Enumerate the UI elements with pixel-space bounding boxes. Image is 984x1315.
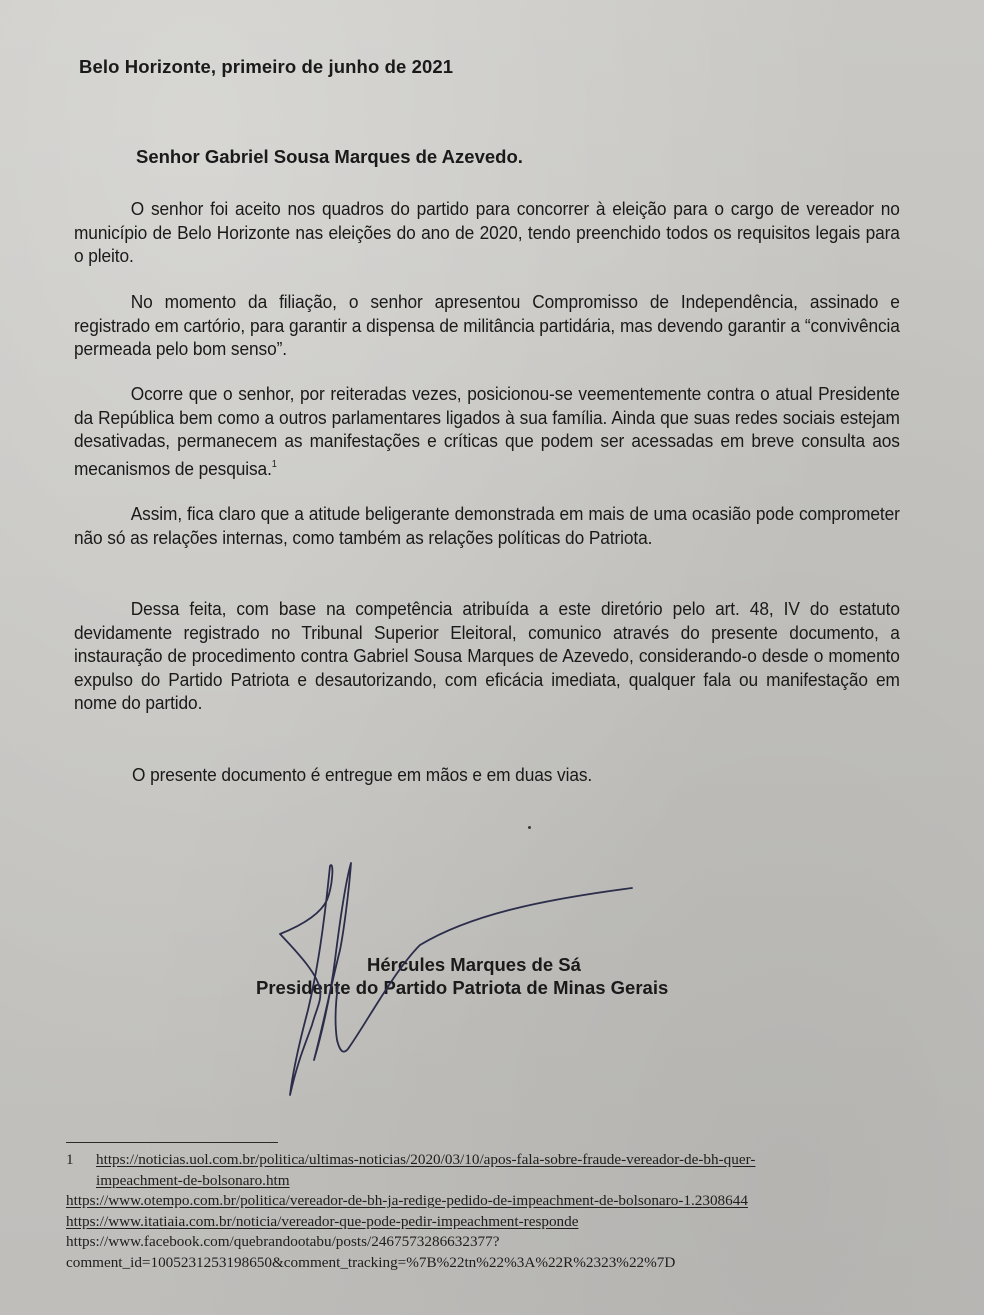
footnote-number: 1	[66, 1151, 74, 1168]
footnote-marker[interactable]: 1	[271, 458, 277, 470]
paragraph-delivery	[132, 763, 958, 787]
paragraph-consequence	[74, 502, 900, 549]
paragraph-text: Dessa feita, com base na competência atribuída a este diretório pelo art. 48, IV do estatuto devidamente registrado no Tribunal Superior Eleitoral, comunico através do presente documento, a instauração de procedimento contra Gabriel Sousa Marques de Azevedo, considerando-o desde o momento expulso do Partido Patriota e desautorizando, com eficácia imediata, qualquer fala ou manifestação em nome do partido.	[74, 598, 900, 714]
footnote-link-uol-continued[interactable]: impeachment-de-bolsonaro.htm	[96, 1171, 290, 1189]
footnote-text-facebook: https://www.facebook.com/quebrandootabu/posts/2467573286632377?	[66, 1233, 500, 1251]
footnote-link-uol[interactable]: https://noticias.uol.com.br/politica/ultimas-noticias/2020/03/10/apos-fala-sobre-fraude-vereador-de-bh-quer-	[96, 1151, 756, 1168]
date-line: Belo Horizonte, primeiro de junho de 2021	[79, 56, 454, 77]
paragraph-expulsion	[74, 597, 900, 715]
footnote-link-otempo[interactable]: https://www.otempo.com.br/politica/vereador-de-bh-ja-redige-pedido-de-impeachment-de-bolsonaro-1.2308644	[66, 1192, 748, 1210]
footnote-line-facebook-continued	[66, 1253, 755, 1274]
paragraph-text: O senhor foi aceito nos quadros do partido para concorrer à eleição para o cargo de vereador no município de Belo Horizonte nas eleições do ano de 2020, tendo preenchido todos os requisitos legais para o pleito.	[74, 198, 900, 267]
footnote-link-itatiaia[interactable]: https://www.itatiaia.com.br/noticia/vereador-que-pode-pedir-impeachment-responde	[66, 1212, 579, 1230]
footnotes	[66, 1150, 755, 1274]
paragraph-acceptance	[74, 197, 900, 268]
footnote-line-itatiaia	[66, 1212, 755, 1233]
footnote-line-1	[66, 1150, 755, 1171]
paragraph-affiliation	[74, 290, 900, 361]
footnote-line-1-continued	[66, 1171, 755, 1192]
footnote-divider	[66, 1142, 278, 1143]
paragraph-conduct	[74, 382, 900, 480]
paragraph-text: Assim, fica claro que a atitude beligerante demonstrada em mais de uma ocasião pode comprometer não só as relações internas, como também as relações políticas do Patriota.	[74, 503, 900, 548]
signer-name: Hércules Marques de Sá	[367, 954, 581, 975]
signer-title: Presidente do Partido Patriota de Minas Gerais	[256, 977, 669, 998]
paragraph-text: Ocorre que o senhor, por reiteradas vezes, posicionou-se veementemente contra o atual Presidente da República bem como a outros parlamentares ligados à sua família. Ainda que suas redes sociais estejam desativadas, permanecem as manifestações e críticas que podem ser acessadas em breve consulta aos mecanismos de pesquisa.	[74, 383, 900, 479]
footnote-text-facebook-continued: comment_id=1005231253198650&comment_tracking=%7B%22tn%22%3A%22R%2323%22%7D	[66, 1253, 676, 1271]
footnote-line-otempo	[66, 1191, 755, 1212]
paper-speck	[528, 826, 531, 829]
footnote-line-facebook	[66, 1232, 755, 1253]
paragraph-text: O presente documento é entregue em mãos e em duas vias.	[132, 764, 593, 785]
paragraph-text: No momento da filiação, o senhor apresentou Compromisso de Independência, assinado e registrado em cartório, para garantir a dispensa de militância partidária, mas devendo garantir a “convivência permeada pelo bom senso”.	[74, 291, 900, 360]
salutation: Senhor Gabriel Sousa Marques de Azevedo.	[136, 146, 523, 167]
